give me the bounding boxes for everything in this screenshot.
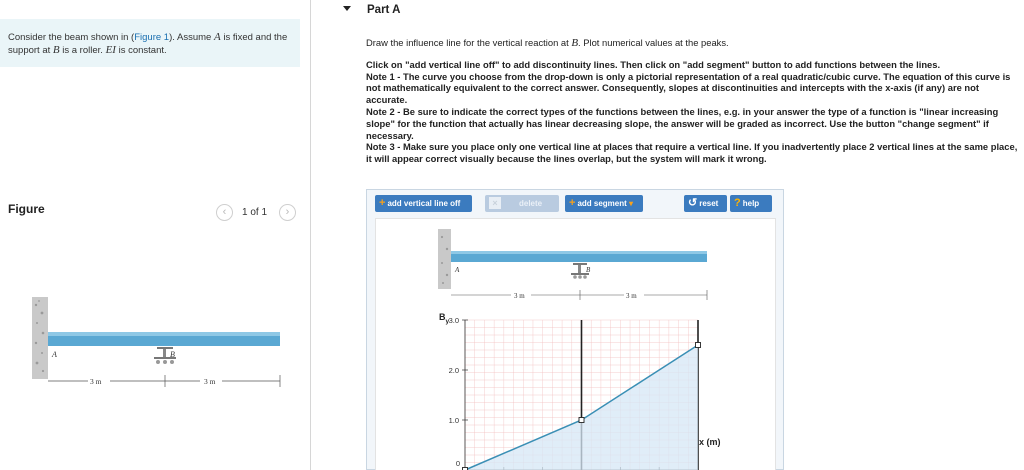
influence-line-graph[interactable]: [376, 219, 777, 470]
y-axis-label-sub: y: [445, 318, 450, 325]
add-segment-button[interactable]: [565, 195, 643, 212]
reset-button[interactable]: [684, 195, 727, 212]
dimension-lines: [48, 375, 280, 387]
problem-text-2: ). Assume: [169, 32, 214, 43]
instruction-note3: Note 3 - Make sure you place only one vertical line at places that require a vertical line. If you inadvertently place 2 vertical lines at the same place, it will appear correct visually because the lines overlap, but the system will mark it wrong.: [366, 141, 1018, 165]
help-icon: ?: [734, 197, 741, 209]
y-tick-label: 2.0: [448, 366, 459, 375]
graph-tool-panel: [366, 189, 784, 470]
instruction-p1: Click on "add vertical line off" to add discontinuity lines. Then click on "add segment" button to add functions between the lines.: [366, 58, 941, 70]
collapse-caret-icon[interactable]: [343, 6, 351, 11]
plot-area[interactable]: [375, 218, 776, 470]
beam-label-b: B: [170, 350, 175, 359]
instruction-note2: Note 2 - Be sure to indicate the correct types of the functions between the lines, e.g. in your answer the type of a function is "linear increasing slope" for the function that actually has linear decreasing slope, the answer will be graded as incorrect. Use the button "change segment" if necessary.: [366, 105, 999, 141]
var-ei: EI: [105, 44, 116, 56]
prev-figure-button[interactable]: ‹: [216, 204, 233, 221]
x-axis-label: x (m): [699, 437, 721, 447]
instructions: [366, 37, 1022, 165]
lead-var-b: B: [571, 37, 579, 49]
beam-figure: [30, 295, 285, 395]
plus-icon: +: [569, 197, 576, 209]
y-axis-label: [439, 312, 450, 325]
delete-button[interactable]: [485, 195, 559, 212]
y-tick-label: 3.0: [448, 316, 459, 325]
dim-label-right: 3 m: [204, 377, 216, 386]
add-segment-label: add segment: [577, 199, 627, 208]
figure-heading: Figure: [8, 202, 45, 216]
graph-wall: [438, 229, 451, 289]
y-axis-label-main: B: [439, 312, 446, 322]
beam-label-a: A: [52, 350, 57, 359]
help-button[interactable]: [730, 195, 772, 212]
problem-text-1: Consider the beam shown in (: [8, 32, 135, 43]
figure-link[interactable]: Figure 1: [134, 32, 170, 43]
plus-icon: +: [379, 197, 386, 209]
lead-text-1: Draw the influence line for the vertical reaction at: [366, 37, 572, 48]
figure-pager-text: 1 of 1: [242, 207, 268, 218]
help-label: help: [742, 199, 760, 208]
delete-label: delete: [519, 199, 543, 208]
problem-text-5: is constant.: [115, 45, 167, 56]
graph-beam-diagram: [438, 229, 707, 300]
add-vertical-line-label: add vertical line off: [387, 199, 461, 208]
instruction-lead: [366, 37, 1022, 50]
reset-label: reset: [699, 199, 719, 208]
column-divider: [310, 0, 311, 470]
x-tick-label: 0: [455, 459, 461, 468]
dim-label-left: 3 m: [90, 377, 102, 386]
graph-beam-label-a: A: [455, 266, 460, 274]
lead-text-2: . Plot numerical values at the peaks.: [578, 37, 729, 48]
data-point: [579, 418, 584, 423]
graph-beam-highlight: [451, 251, 707, 254]
var-a: A: [213, 31, 221, 43]
problem-text-4: is a roller.: [59, 45, 106, 56]
graph-dim-right: 3 m: [626, 292, 637, 300]
problem-text-3: is fixed and the support at: [8, 32, 288, 56]
chart-layer: [449, 316, 701, 470]
problem-statement: [0, 19, 300, 67]
delete-icon: ×: [489, 197, 501, 209]
next-figure-button[interactable]: ›: [279, 204, 296, 221]
graph-beam-label-b: B: [586, 266, 591, 274]
add-vertical-line-button[interactable]: [375, 195, 472, 212]
data-point: [696, 343, 701, 348]
instruction-note1: Note 1 - The curve you choose from the drop-down is only a pictorial representation of a real quadratic/cubic curve. The equation of this curve is not mathematically equivalent to the correct answer. Consequently, slopes at discontinuities and intercepts with the x-axis (if any) are not accurate.: [366, 70, 1011, 106]
graph-dim-left: 3 m: [514, 292, 525, 300]
fixed-wall: [32, 297, 48, 379]
reset-icon: ↺: [688, 197, 698, 209]
beam-highlight: [48, 332, 280, 336]
y-tick-label: 1.0: [448, 416, 459, 425]
var-b: B: [52, 44, 60, 56]
part-title: Part A: [367, 4, 401, 16]
dropdown-caret-icon: ▾: [629, 199, 634, 208]
